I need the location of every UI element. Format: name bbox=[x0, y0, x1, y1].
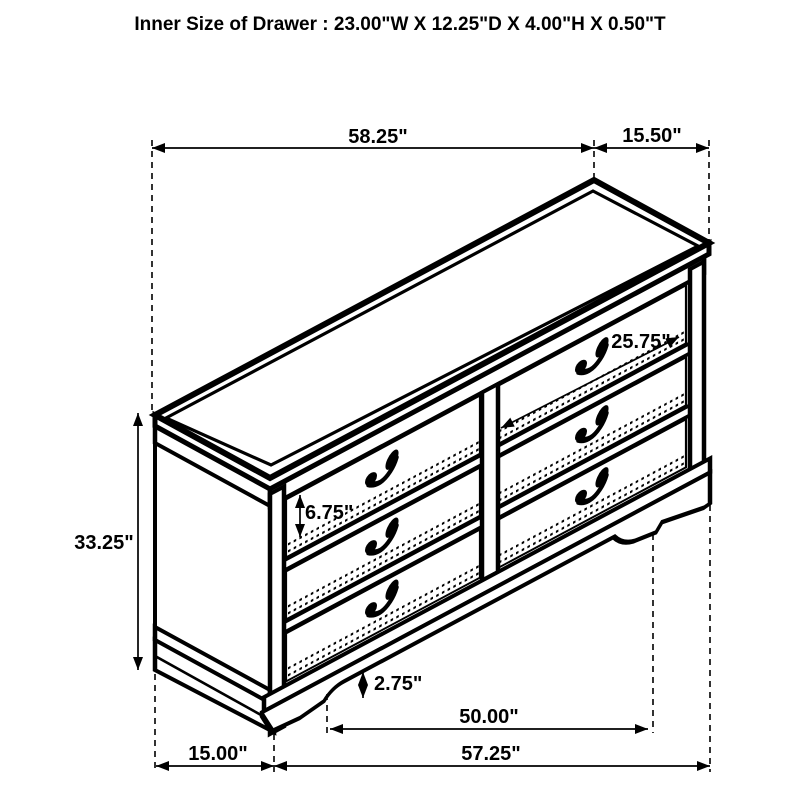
page-title: Inner Size of Drawer : 23.00"W X 12.25"D X 4.00"H X 0.50"T bbox=[134, 14, 666, 35]
dim-label-drawer-height: 6.75" bbox=[305, 502, 354, 524]
dim-label-top-depth: 15.50" bbox=[622, 125, 682, 147]
dim-label-top-width: 58.25" bbox=[348, 126, 408, 148]
dim-label-overall-height: 33.25" bbox=[74, 532, 134, 554]
dim-label-side-depth: 15.00" bbox=[188, 743, 248, 765]
front-stile-right bbox=[690, 262, 704, 483]
front-stile-center bbox=[482, 384, 498, 581]
dim-label-drawer-width: 25.75" bbox=[611, 331, 671, 353]
dim-label-foot-height: 2.75" bbox=[374, 673, 423, 695]
dim-label-feet-span: 50.00" bbox=[459, 706, 519, 728]
dim-label-body-width: 57.25" bbox=[461, 743, 521, 765]
